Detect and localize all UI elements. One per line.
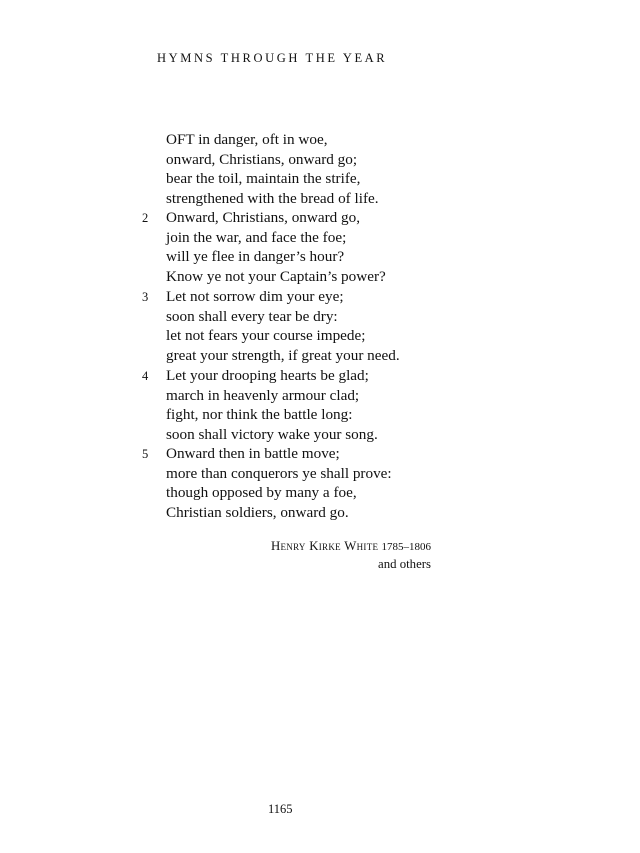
verse-line: strengthened with the bread of life. <box>166 189 379 207</box>
verse-line: Let not sorrow dim your eye; <box>166 288 344 305</box>
verse-line: march in heavenly armour clad; <box>166 386 360 404</box>
verse-1 <box>166 130 379 208</box>
verse-line: though opposed by many a foe, <box>166 484 357 501</box>
verse-number: 5 <box>142 447 149 461</box>
author-line <box>271 538 431 556</box>
verse-line: join the war, and face the foe; <box>166 228 347 246</box>
verse-line: more than conquerors ye shall prove: <box>166 464 392 482</box>
verse-line: let not fears your course impede; <box>166 327 366 344</box>
verse-5 <box>142 444 392 522</box>
verse-line: Let your drooping hearts be glad; <box>166 367 369 384</box>
attribution <box>271 538 431 573</box>
verse-line: fight, nor think the battle long: <box>166 406 353 423</box>
verse-line: Christian soldiers, onward go. <box>166 503 349 521</box>
author-name: Henry Kirke White <box>270 539 379 553</box>
verse-line: onward, Christians, onward go; <box>166 150 358 168</box>
verse-line: OFT in danger, oft in woe, <box>166 131 328 148</box>
verse-line: bear the toil, maintain the strife, <box>166 170 361 187</box>
verse-number: 3 <box>142 290 149 304</box>
verse-line: will ye flee in danger’s hour? <box>166 248 345 265</box>
verse-line: Onward then in battle move; <box>166 445 340 462</box>
page-number: 1165 <box>268 802 293 816</box>
verse-number: 4 <box>142 369 149 383</box>
verse-line: great your strength, if great your need. <box>166 346 400 364</box>
attribution-note: and others <box>378 557 431 571</box>
verse-3 <box>142 287 400 365</box>
verse-line: soon shall victory wake your song. <box>166 425 378 443</box>
author-dates: 1785–1806 <box>381 541 431 553</box>
verse-4 <box>142 366 378 444</box>
verse-line: soon shall every tear be dry: <box>166 307 338 325</box>
running-head: HYMNS THROUGH THE YEAR <box>157 51 388 65</box>
verse-line: Onward, Christians, onward go, <box>166 209 361 226</box>
verse-2 <box>142 208 386 286</box>
verse-line: Know ye not your Captain’s power? <box>166 267 386 285</box>
verse-number: 2 <box>142 211 149 225</box>
